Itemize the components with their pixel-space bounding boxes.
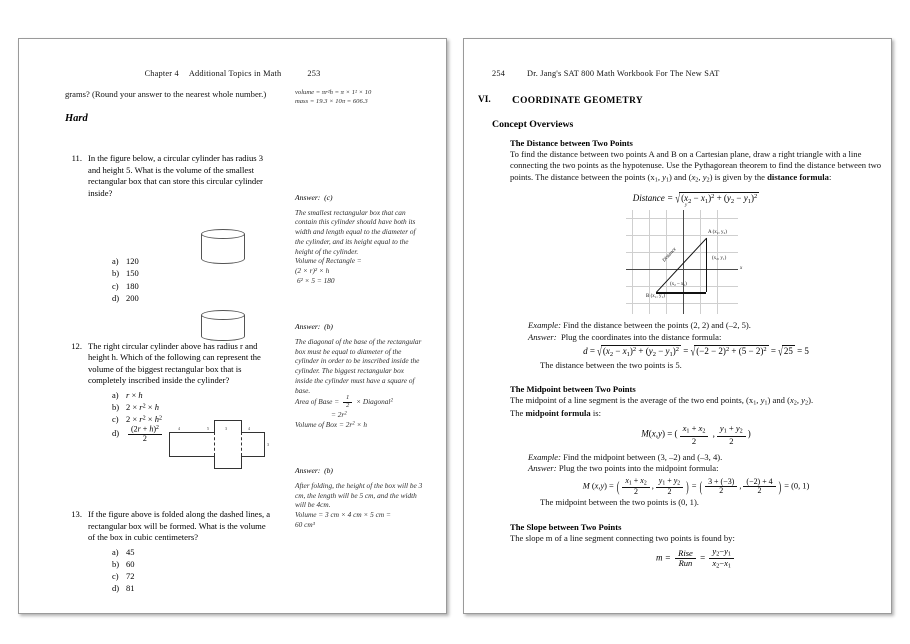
net-edge-mid-dn-right xyxy=(241,456,242,468)
midpoint-formula: M(x,y) = ( $\frac{x_1 + x_2}{2}$ , $\frac{y_1 + y_2}{2}$ ) xyxy=(641,423,751,446)
horizontal-leg-label: (x₂ – x₁) xyxy=(670,282,687,288)
question-13-text: If the figure above is folded along the dashed lines, a rectangular box will be formed. What is the volume of the box in cubic centimeters? xyxy=(88,509,271,543)
net-edge-mid-dn-left xyxy=(214,456,215,468)
net-edge-top-left xyxy=(169,432,215,433)
choice-d[interactable]: d) 200 xyxy=(112,292,139,303)
choice-b[interactable]: b) $2 \times r^2 \times h$ xyxy=(112,401,159,412)
concept-overviews-heading: Concept Overviews xyxy=(492,119,574,130)
net-edge-top-right xyxy=(241,432,265,433)
net-edge-bottom-right xyxy=(241,456,265,457)
gridline-h xyxy=(626,252,738,253)
topic-slope-heading: The Slope between Two Points xyxy=(510,521,622,532)
area-result-line: = $2r^2$ xyxy=(331,410,347,420)
choice-a[interactable]: a) r × h xyxy=(112,389,143,400)
net-edge-mid-up-left xyxy=(214,420,215,432)
answer-13-work: Volume = 3 cm × 4 cm × 5 cm = 60 cm³ xyxy=(295,510,391,529)
answer-11-work: Volume of Rectangle = (2 × r)² × h 6² × 5 = 180 xyxy=(295,256,362,286)
answer-11-label: Answer: (c) xyxy=(295,192,333,202)
point-b-label: B (x₁, y₁) xyxy=(646,294,665,300)
distance-result: The distance between the two points is 5. xyxy=(540,359,682,370)
topic-midpoint-body: The midpoint of a line segment is the average of the two end points, ($x_1$, $y_1$) and ($x_2$, $y_2$). The midpoint formula is: xyxy=(510,395,814,419)
question-13-number: 13. xyxy=(71,509,82,520)
box-net-diagram xyxy=(151,418,269,466)
midpoint-example: Example: Find the midpoint between (3, –2) and (–3, 4). xyxy=(528,451,723,462)
right-page xyxy=(463,38,892,614)
answer-11-explanation: The smallest rectangular box that can contain this cylinder should have both its width and length equal to the diameter of the cylinder, and its height equal to the height of the cylinder. xyxy=(295,207,416,256)
distance-graph-wrap xyxy=(510,203,882,316)
topic-distance-heading: The Distance between Two Points xyxy=(510,138,633,148)
question-13-choices xyxy=(112,546,273,594)
net-dim-5: 3 xyxy=(267,442,269,447)
distance-answer: Answer: Plug the coordinates into the distance formula: xyxy=(528,331,722,342)
choice-d[interactable]: d) 81 xyxy=(112,583,135,593)
net-dim-3: 3 xyxy=(225,426,227,431)
gridline-v xyxy=(632,210,633,314)
y-axis-label: y xyxy=(685,203,688,209)
answer-13-explanation: After folding, the height of the box will be 3 cm, the length will be 5 cm, and the width will be 4cm. xyxy=(295,480,423,510)
answer-11 xyxy=(295,193,423,286)
distance-formula: Distance = $√(x_2 - x_1)^2 + (y_2 - y_1)^2$ xyxy=(632,190,758,206)
topic-midpoint-heading: The Midpoint between Two Points xyxy=(510,384,636,395)
choice-c[interactable]: c) 72 xyxy=(112,570,135,581)
header-page-number: 253 xyxy=(307,69,321,78)
choice-b[interactable]: b) 60 xyxy=(112,558,135,569)
distance-example: Example: Find the distance between the points (2, 2) and (–2, 5). xyxy=(528,320,751,331)
header-title: Dr. Jang's SAT 800 Math Workbook For The New SAT xyxy=(527,69,720,78)
answer-12-work xyxy=(295,395,423,429)
net-dim-2: 5 xyxy=(207,426,209,431)
net-fold-line-left xyxy=(214,432,215,456)
question-11-choices xyxy=(112,255,273,303)
net-edge-top-mid xyxy=(214,420,242,421)
horizontal-leg-line xyxy=(656,292,706,293)
answer-12-label: Answer: (b) xyxy=(295,321,333,331)
topic-slope xyxy=(510,522,882,571)
distance-computation: $d = √(x_2 - x_1)^2 + (y_2 - y_1)^2 = √(-2 - 2)^2 + (5 - 2)^2 = √25 = 5$ xyxy=(583,343,809,359)
choice-b[interactable]: b) 150 xyxy=(112,268,139,279)
choice-c[interactable]: c) 180 xyxy=(112,280,139,291)
question-13 xyxy=(65,509,273,594)
cylinder-diagram-1 xyxy=(201,229,245,269)
midpoint-computation: M (x,y) = ( $\frac{x_1 + x_2}{2}$ , $\frac{y_1 + y_2}{2}$ ) = ( $\frac{3 + (-3)}{2}$ , $\frac{(-2) + 4}{2}$ ) = (0, 1) xyxy=(582,476,810,496)
topic-distance xyxy=(510,138,882,371)
x-axis xyxy=(626,269,738,270)
net-dim-4: 4 xyxy=(248,426,250,431)
continued-answer-work: volume = πr²h = π × 1² × 10 mass = 19.3 × 10π = 606.3 xyxy=(295,89,372,105)
question-11-number: 11. xyxy=(71,153,82,164)
gridline-v xyxy=(717,210,718,314)
gridline-h xyxy=(626,235,738,236)
section-title: COORDINATE GEOMETRY xyxy=(512,95,644,106)
net-dim-1: 4 xyxy=(178,426,180,431)
distance-formula-graph xyxy=(626,203,743,314)
net-edge-mid-up-right xyxy=(241,420,242,432)
point-c-label: (x₂, y₁) xyxy=(712,256,727,262)
point-a-label: A (x₂, y₂) xyxy=(708,230,727,236)
question-11-text: In the figure below, a circular cylinder has radius 3 and height 5. What is the volume of the smallest rectangular box that can store this circular cylinder inside? xyxy=(88,153,264,198)
header-title: Additional Topics in Math xyxy=(188,69,282,78)
topic-midpoint xyxy=(510,384,882,508)
continued-question-text: grams? (Round your answer to the nearest whole number.) xyxy=(65,89,267,99)
net-edge-left xyxy=(169,432,170,456)
topic-distance-body: To find the distance between two points A and B on a Cartesian plane, draw a right triangle with a line connecting the two points as the hypotenuse. Use the Pythagorean theorem to find the distance between two points. The distance between the points ($x_1$, $y_1$) and ($x_2$, $y_2$) is given by the distance formula: xyxy=(510,149,882,184)
gridline-h xyxy=(626,218,738,219)
right-page-header xyxy=(492,69,720,78)
difficulty-heading: Hard xyxy=(65,113,88,125)
answer-13-label: Answer: (b) xyxy=(295,465,333,475)
cylinder-top-ellipse xyxy=(201,310,245,320)
answer-13 xyxy=(295,466,423,530)
x-axis-label: x xyxy=(740,266,743,272)
header-page-number: 254 xyxy=(492,69,506,78)
left-answer-column xyxy=(295,89,423,530)
net-edge-bottom-mid xyxy=(214,468,242,469)
hypotenuse-label: Distance xyxy=(662,247,678,264)
midpoint-result: The midpoint between the two points is (0, 1). xyxy=(540,497,699,508)
volume-of-box-line: Volume of Box = $2r^2 \times h$ xyxy=(295,419,368,429)
question-12-text: The right circular cylinder above has radius r and height h. Which of the following can represent the volume of the biggest rectangular box that is completely inscribed inside the cylinder? xyxy=(88,340,261,386)
right-body xyxy=(492,119,882,574)
choice-d[interactable]: d) $\frac{(2r + h)^2}{2}$ xyxy=(112,425,273,443)
topic-slope-body: The slope m of a line segment connecting two points is found by: xyxy=(510,532,735,543)
question-12-number: 12. xyxy=(71,340,82,351)
cylinder-top-ellipse xyxy=(201,229,245,239)
section-numeral: VI. xyxy=(478,95,491,105)
choice-a[interactable]: a) 120 xyxy=(112,256,139,267)
slope-formula: m = $\frac{\text{Rise}}{\text{Run}}$ = $\frac{y_2-y_1}{x_2-x_1}$ xyxy=(510,547,882,570)
net-edge-bottom-left xyxy=(169,456,215,457)
gridline-v xyxy=(700,210,701,314)
answer-12 xyxy=(295,322,423,430)
midpoint-answer: Answer: Plug the two points into the midpoint formula: xyxy=(528,462,719,473)
choice-c[interactable]: c) $2 \times r^2 \times h^2$ xyxy=(112,413,163,424)
net-edge-right xyxy=(264,432,265,456)
cylinder-diagram-2 xyxy=(201,310,245,346)
net-fold-line-right xyxy=(241,432,242,456)
area-of-base-line: Area of Base = $\frac{1}{2}$ × Diagonal$^2$ xyxy=(295,394,394,410)
vertical-leg-line xyxy=(706,238,707,292)
choice-a[interactable]: a) 45 xyxy=(112,546,135,557)
left-page xyxy=(18,38,447,614)
left-page-header xyxy=(19,69,446,78)
gridline-h xyxy=(626,303,738,304)
header-chapter: Chapter 4 xyxy=(144,69,179,78)
answer-12-explanation: The diagonal of the base of the rectangular box must be equal to diameter of the cylinder in order to be inscribed inside the cylinder. The biggest rectangular box inside the cylinder must have a square of base. xyxy=(295,336,422,395)
